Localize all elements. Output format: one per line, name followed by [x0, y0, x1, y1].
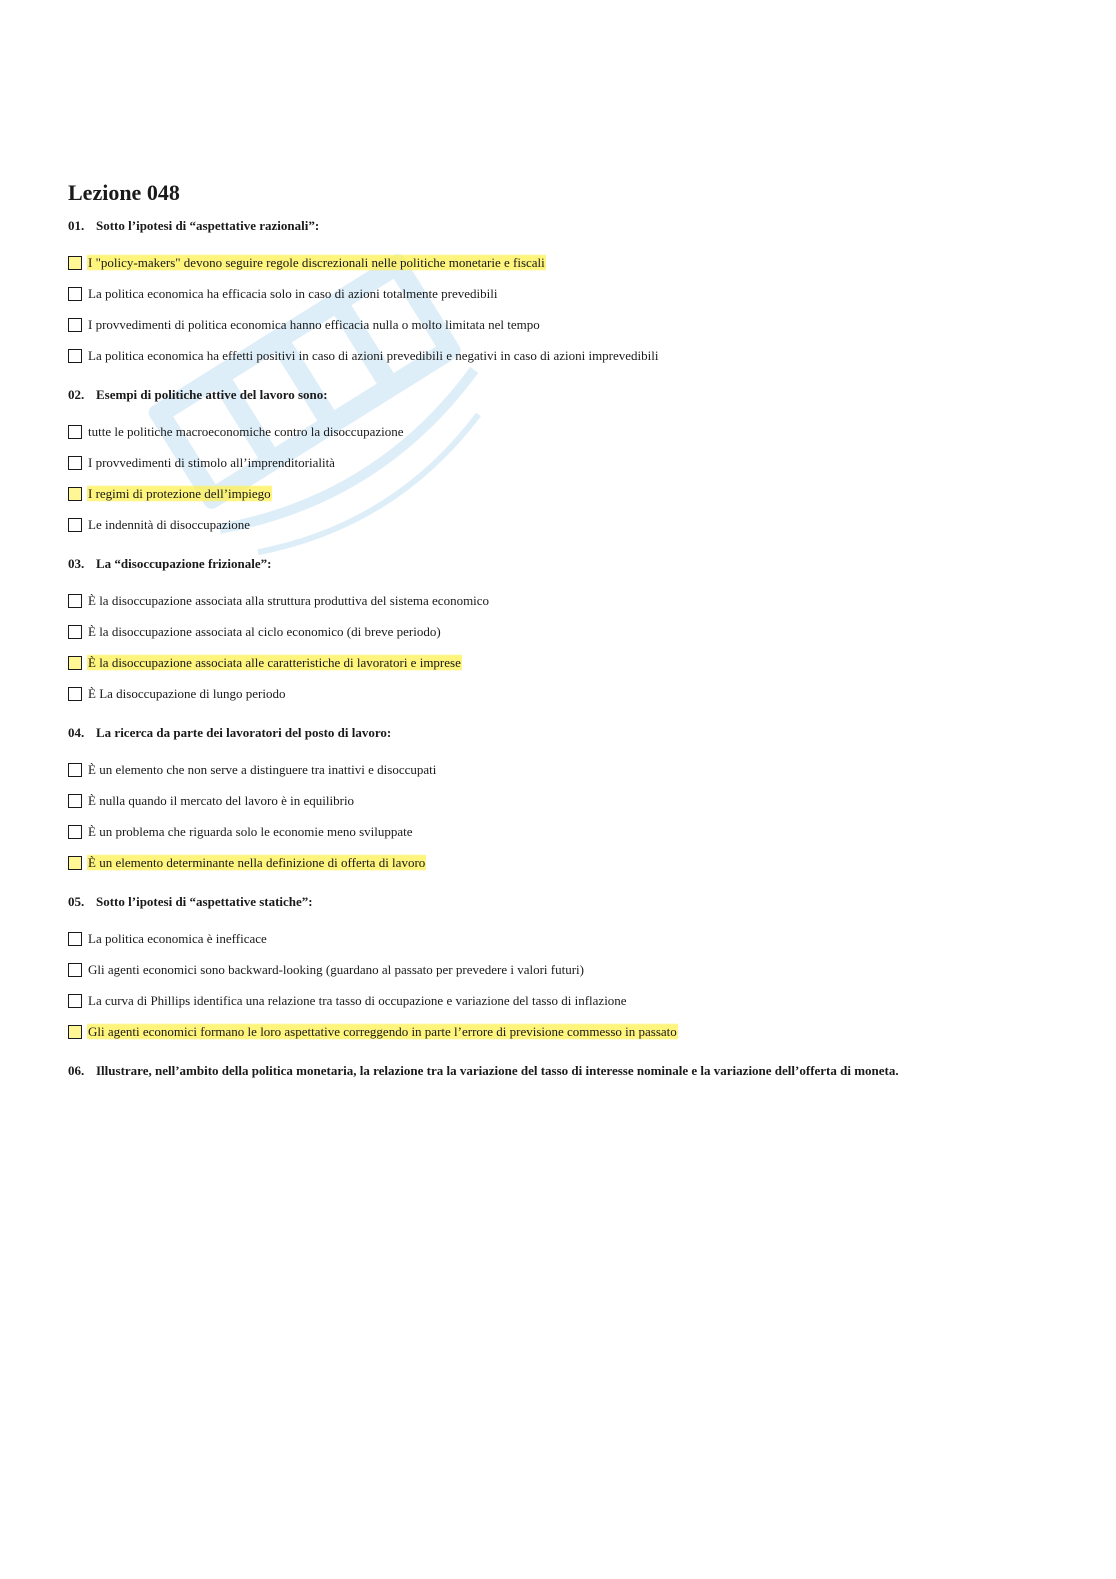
- question-text: La ricerca da parte dei lavoratori del posto di lavoro:: [96, 725, 392, 740]
- option-label: È un elemento determinante nella definizione di offerta di lavoro: [88, 855, 426, 870]
- question-title: [68, 386, 1068, 404]
- answer-option[interactable]: [68, 585, 1068, 616]
- answer-option[interactable]: [68, 478, 1068, 509]
- checkbox-icon[interactable]: [68, 518, 82, 532]
- answer-option[interactable]: [68, 923, 1068, 954]
- option-label: È nulla quando il mercato del lavoro è in equilibrio: [88, 793, 355, 808]
- question-title: [68, 555, 1068, 573]
- spacer: [68, 1047, 1068, 1062]
- question-text: Sotto l’ipotesi di “aspettative statiche”:: [96, 894, 313, 909]
- option-label: La politica economica ha efficacia solo in caso di azioni totalmente prevedibili: [88, 286, 498, 301]
- answer-option[interactable]: [68, 647, 1068, 678]
- answer-option[interactable]: [68, 447, 1068, 478]
- option-list: [68, 247, 1068, 371]
- answer-option[interactable]: [68, 340, 1068, 371]
- checkbox-icon[interactable]: [68, 487, 82, 501]
- question-number: 01.: [68, 218, 85, 233]
- checkbox-icon[interactable]: [68, 687, 82, 701]
- lesson-title: Lezione 048: [68, 180, 180, 205]
- checkbox-icon[interactable]: [68, 425, 82, 439]
- option-list: [68, 585, 1068, 709]
- answer-option[interactable]: [68, 847, 1068, 878]
- checkbox-icon[interactable]: [68, 856, 82, 870]
- question-number: 03.: [68, 556, 85, 571]
- checkbox-icon[interactable]: [68, 994, 82, 1008]
- checkbox-icon[interactable]: [68, 656, 82, 670]
- option-label: La politica economica ha effetti positivi in caso di azioni prevedibili e negativi in caso di azioni imprevedibili: [88, 348, 659, 363]
- answer-option[interactable]: [68, 309, 1068, 340]
- option-label: È la disoccupazione associata al ciclo economico (di breve periodo): [88, 624, 441, 639]
- checkbox-icon[interactable]: [68, 287, 82, 301]
- checkbox-icon[interactable]: [68, 349, 82, 363]
- question-5: [68, 893, 1068, 1062]
- question-list: [68, 217, 1068, 1080]
- checkbox-icon[interactable]: [68, 932, 82, 946]
- question-number: 05.: [68, 894, 85, 909]
- question-number: 02.: [68, 387, 85, 402]
- answer-option[interactable]: [68, 985, 1068, 1016]
- option-label: Gli agenti economici formano le loro aspettative correggendo in parte l’errore di previsione commesso in passato: [88, 1024, 677, 1039]
- question-text: La “disoccupazione frizionale”:: [96, 556, 272, 571]
- answer-option[interactable]: [68, 785, 1068, 816]
- answer-option[interactable]: [68, 1016, 1068, 1047]
- question-title: [68, 893, 1068, 911]
- spacer: [68, 709, 1068, 724]
- checkbox-icon[interactable]: [68, 963, 82, 977]
- document: [68, 178, 1068, 1092]
- option-list: [68, 754, 1068, 878]
- answer-option[interactable]: [68, 754, 1068, 785]
- checkbox-icon[interactable]: [68, 594, 82, 608]
- option-list: [68, 416, 1068, 540]
- answer-option[interactable]: [68, 416, 1068, 447]
- option-label: È un elemento che non serve a distinguere tra inattivi e disoccupati: [88, 762, 437, 777]
- option-label: Gli agenti economici sono backward-looking (guardano al passato per prevedere i valori futuri): [88, 962, 584, 977]
- answer-option[interactable]: [68, 816, 1068, 847]
- option-label: tutte le politiche macroeconomiche contro la disoccupazione: [88, 424, 404, 439]
- question-1: [68, 217, 1068, 386]
- question-text: Illustrare, nell’ambito della politica monetaria, la relazione tra la variazione del tasso di interesse nominale e la variazione dell’offerta di moneta.: [96, 1063, 899, 1078]
- option-label: I provvedimenti di politica economica hanno efficacia nulla o molto limitata nel tempo: [88, 317, 540, 332]
- question-number: 04.: [68, 725, 85, 740]
- checkbox-icon[interactable]: [68, 456, 82, 470]
- answer-option[interactable]: [68, 678, 1068, 709]
- answer-option[interactable]: [68, 247, 1068, 278]
- option-label: I provvedimenti di stimolo all’imprenditorialità: [88, 455, 335, 470]
- spacer: [68, 371, 1068, 386]
- answer-option[interactable]: [68, 616, 1068, 647]
- checkbox-icon[interactable]: [68, 794, 82, 808]
- option-label: È la disoccupazione associata alle caratteristiche di lavoratori e imprese: [88, 655, 461, 670]
- option-list: [68, 923, 1068, 1047]
- checkbox-icon[interactable]: [68, 318, 82, 332]
- option-label: I regimi di protezione dell’impiego: [88, 486, 271, 501]
- question-number: 06.: [68, 1063, 85, 1078]
- answer-option[interactable]: [68, 509, 1068, 540]
- option-label: La curva di Phillips identifica una relazione tra tasso di occupazione e variazione del tasso di inflazione: [88, 993, 627, 1008]
- checkbox-icon[interactable]: [68, 1025, 82, 1039]
- question-title: [68, 217, 1068, 235]
- question-title: [68, 1062, 1068, 1080]
- spacer: [68, 540, 1068, 555]
- checkbox-icon[interactable]: [68, 825, 82, 839]
- question-title: [68, 724, 1068, 742]
- option-label: La politica economica è inefficace: [88, 931, 267, 946]
- checkbox-icon[interactable]: [68, 625, 82, 639]
- answer-option[interactable]: [68, 278, 1068, 309]
- question-6: [68, 1062, 1068, 1080]
- option-label: È la disoccupazione associata alla struttura produttiva del sistema economico: [88, 593, 490, 608]
- checkbox-icon[interactable]: [68, 256, 82, 270]
- option-label: I "policy-makers" devono seguire regole discrezionali nelle politiche monetarie e fiscali: [88, 255, 545, 270]
- checkbox-icon[interactable]: [68, 763, 82, 777]
- question-text: Esempi di politiche attive del lavoro sono:: [96, 387, 328, 402]
- question-3: [68, 555, 1068, 724]
- question-2: [68, 386, 1068, 555]
- question-text: Sotto l’ipotesi di “aspettative razionali”:: [96, 218, 320, 233]
- option-label: È un problema che riguarda solo le economie meno sviluppate: [88, 824, 413, 839]
- option-label: Le indennità di disoccupazione: [88, 517, 251, 532]
- option-label: È La disoccupazione di lungo periodo: [88, 686, 286, 701]
- question-4: [68, 724, 1068, 893]
- spacer: [68, 878, 1068, 893]
- answer-option[interactable]: [68, 954, 1068, 985]
